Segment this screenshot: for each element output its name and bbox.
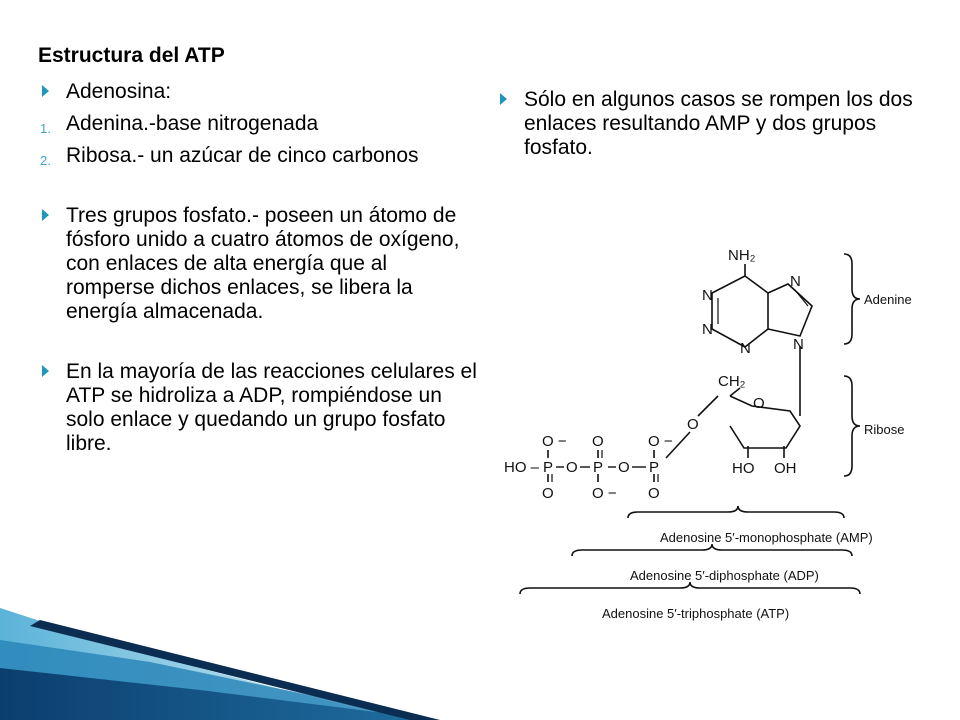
adenina-text: Adenina.-base nitrogenada (66, 112, 319, 135)
bridge-o-2: O (618, 459, 630, 476)
amp-label: Adenosine 5′-monophosphate (AMP) (660, 530, 873, 545)
phosphorus-gamma: P (543, 459, 554, 476)
ho-phosphate-label: HO – (504, 459, 540, 476)
fosfato-text: Tres grupos fosfato.- poseen un átomo de fósforo unido a cuatro átomos de oxígeno, con enlaces de alta energía que al romperse dichos enlaces, se libera la energía almacenada. (66, 204, 460, 323)
adp-label: Adenosine 5′-diphosphate (ADP) (630, 568, 819, 583)
beta-o-minus: O − (592, 485, 617, 502)
ch2-label: CH₂ (718, 373, 746, 390)
ribose-o-label: O (753, 395, 765, 412)
alpha-o-minus: O − (648, 433, 673, 450)
n-bottom-label: N (740, 340, 751, 357)
beta-o-top: O (592, 433, 604, 450)
n1-label: N (702, 287, 713, 304)
phosphorus-alpha: P (649, 459, 660, 476)
bridge-o-label: O (687, 416, 699, 433)
adenosina-text: Adenosina: (66, 80, 172, 103)
ho-label: HO (732, 460, 755, 477)
amp-text: Sólo en algunos casos se rompen los dos enlaces resultando AMP y dos grupos fosfato. (524, 88, 913, 159)
phosphorus-beta: P (593, 459, 604, 476)
adenine-label: Adenine (864, 292, 912, 307)
bridge-o-1: O (566, 459, 578, 476)
reacciones-text: En la mayoría de las reacciones celulares el ATP se hidroliza a ADP, rompiéndose un solo enlace y quedando un grupo fosfato libre. (66, 360, 477, 455)
n7-label: N (790, 273, 801, 290)
n9-label: N (793, 336, 804, 353)
slide-title: Estructura del ATP (38, 44, 225, 67)
n3-label: N (702, 321, 713, 338)
atp-label: Adenosine 5′-triphosphate (ATP) (602, 606, 790, 621)
gamma-o-minus: O − (542, 433, 567, 450)
ribosa-text: Ribosa.- un azúcar de cinco carbonos (66, 144, 419, 167)
gamma-o-bottom: O (542, 485, 554, 502)
oh-label: OH (774, 460, 797, 477)
list-number: 1. (40, 121, 51, 136)
alpha-o-bottom: O (648, 485, 660, 502)
ribose-label: Ribose (864, 422, 905, 437)
list-number: 2. (40, 153, 51, 168)
nh2-label: NH₂ (728, 247, 756, 264)
